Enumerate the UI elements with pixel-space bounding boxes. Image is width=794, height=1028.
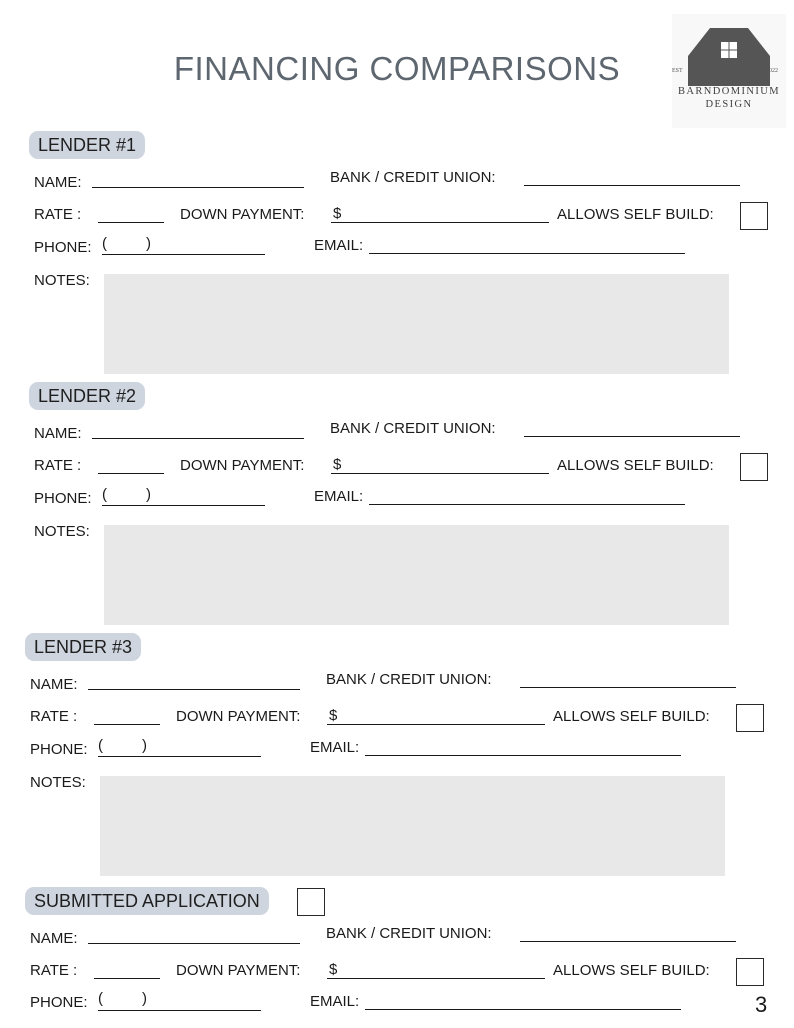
section-header: LENDER #3 — [25, 633, 141, 661]
rate-label: RATE : — [34, 457, 82, 474]
dollar-sign: $ — [329, 961, 338, 978]
rate-label: RATE : — [34, 206, 82, 223]
phone-paren-open: ( — [102, 486, 107, 503]
name-input-line[interactable] — [88, 943, 300, 944]
logo-brand-line1: BARNDOMINIUM — [678, 86, 780, 97]
bank-label: BANK / CREDIT UNION: — [326, 671, 492, 688]
email-label: EMAIL: — [314, 237, 364, 254]
phone-paren-close: ) — [146, 235, 151, 252]
bank-label: BANK / CREDIT UNION: — [330, 169, 496, 186]
name-label: NAME: — [34, 174, 82, 191]
phone-label: PHONE: — [34, 239, 92, 256]
page-number: 3 — [755, 992, 768, 1017]
down-payment-label: DOWN PAYMENT: — [180, 457, 305, 474]
phone-paren-close: ) — [146, 486, 151, 503]
name-label: NAME: — [30, 676, 78, 693]
down-payment-input-line[interactable] — [327, 724, 545, 725]
phone-paren-open: ( — [98, 990, 103, 1007]
self-build-checkbox[interactable] — [740, 453, 768, 481]
self-build-checkbox[interactable] — [740, 202, 768, 230]
name-input-line[interactable] — [92, 438, 304, 439]
section-header: SUBMITTED APPLICATION — [25, 887, 269, 915]
bank-label: BANK / CREDIT UNION: — [330, 420, 496, 437]
down-payment-input-line[interactable] — [327, 978, 545, 979]
rate-input-line[interactable] — [94, 724, 160, 725]
self-build-label: ALLOWS SELF BUILD: — [553, 708, 710, 725]
bank-input-line[interactable] — [520, 941, 736, 942]
self-build-checkbox[interactable] — [736, 704, 764, 732]
self-build-checkbox[interactable] — [736, 958, 764, 986]
logo-brand-line2: DESIGN — [705, 99, 753, 110]
email-input-line[interactable] — [369, 253, 685, 254]
email-label: EMAIL: — [310, 739, 360, 756]
phone-paren-open: ( — [102, 235, 107, 252]
down-payment-input-line[interactable] — [331, 473, 549, 474]
dollar-sign: $ — [329, 707, 338, 724]
self-build-label: ALLOWS SELF BUILD: — [557, 206, 714, 223]
phone-label: PHONE: — [30, 994, 88, 1011]
notes-area[interactable] — [104, 525, 729, 625]
email-input-line[interactable] — [369, 504, 685, 505]
name-input-line[interactable] — [92, 187, 304, 188]
email-input-line[interactable] — [365, 1009, 681, 1010]
phone-input-line[interactable] — [98, 756, 261, 757]
name-label: NAME: — [30, 930, 78, 947]
rate-input-line[interactable] — [98, 473, 164, 474]
name-label: NAME: — [34, 425, 82, 442]
self-build-label: ALLOWS SELF BUILD: — [553, 962, 710, 979]
notes-label: NOTES: — [34, 523, 90, 540]
name-input-line[interactable] — [88, 689, 300, 690]
bank-label: BANK / CREDIT UNION: — [326, 925, 492, 942]
phone-paren-open: ( — [98, 737, 103, 754]
logo-year-text: 2022 — [766, 68, 778, 74]
barndominium-design-logo — [670, 12, 788, 130]
phone-paren-close: ) — [142, 990, 147, 1007]
down-payment-label: DOWN PAYMENT: — [176, 962, 301, 979]
rate-label: RATE : — [30, 708, 78, 725]
down-payment-label: DOWN PAYMENT: — [176, 708, 301, 725]
phone-input-line[interactable] — [102, 254, 265, 255]
section-header: LENDER #1 — [29, 131, 145, 159]
logo-est-text: EST — [672, 68, 683, 74]
page-title: FINANCING COMPARISONS — [173, 50, 621, 87]
dollar-sign: $ — [333, 205, 342, 222]
dollar-sign: $ — [333, 456, 342, 473]
down-payment-label: DOWN PAYMENT: — [180, 206, 305, 223]
section-header: LENDER #2 — [29, 382, 145, 410]
bank-input-line[interactable] — [524, 185, 740, 186]
down-payment-input-line[interactable] — [331, 222, 549, 223]
notes-label: NOTES: — [30, 774, 86, 791]
phone-paren-close: ) — [142, 737, 147, 754]
bank-input-line[interactable] — [524, 436, 740, 437]
email-label: EMAIL: — [310, 993, 360, 1010]
phone-label: PHONE: — [34, 490, 92, 507]
phone-label: PHONE: — [30, 741, 88, 758]
phone-input-line[interactable] — [98, 1010, 261, 1011]
submitted-application-checkbox[interactable] — [297, 888, 325, 916]
rate-label: RATE : — [30, 962, 78, 979]
notes-area[interactable] — [104, 274, 729, 374]
email-label: EMAIL: — [314, 488, 364, 505]
rate-input-line[interactable] — [94, 978, 160, 979]
phone-input-line[interactable] — [102, 505, 265, 506]
notes-area[interactable] — [100, 776, 725, 876]
notes-label: NOTES: — [34, 272, 90, 289]
rate-input-line[interactable] — [98, 222, 164, 223]
self-build-label: ALLOWS SELF BUILD: — [557, 457, 714, 474]
email-input-line[interactable] — [365, 755, 681, 756]
bank-input-line[interactable] — [520, 687, 736, 688]
